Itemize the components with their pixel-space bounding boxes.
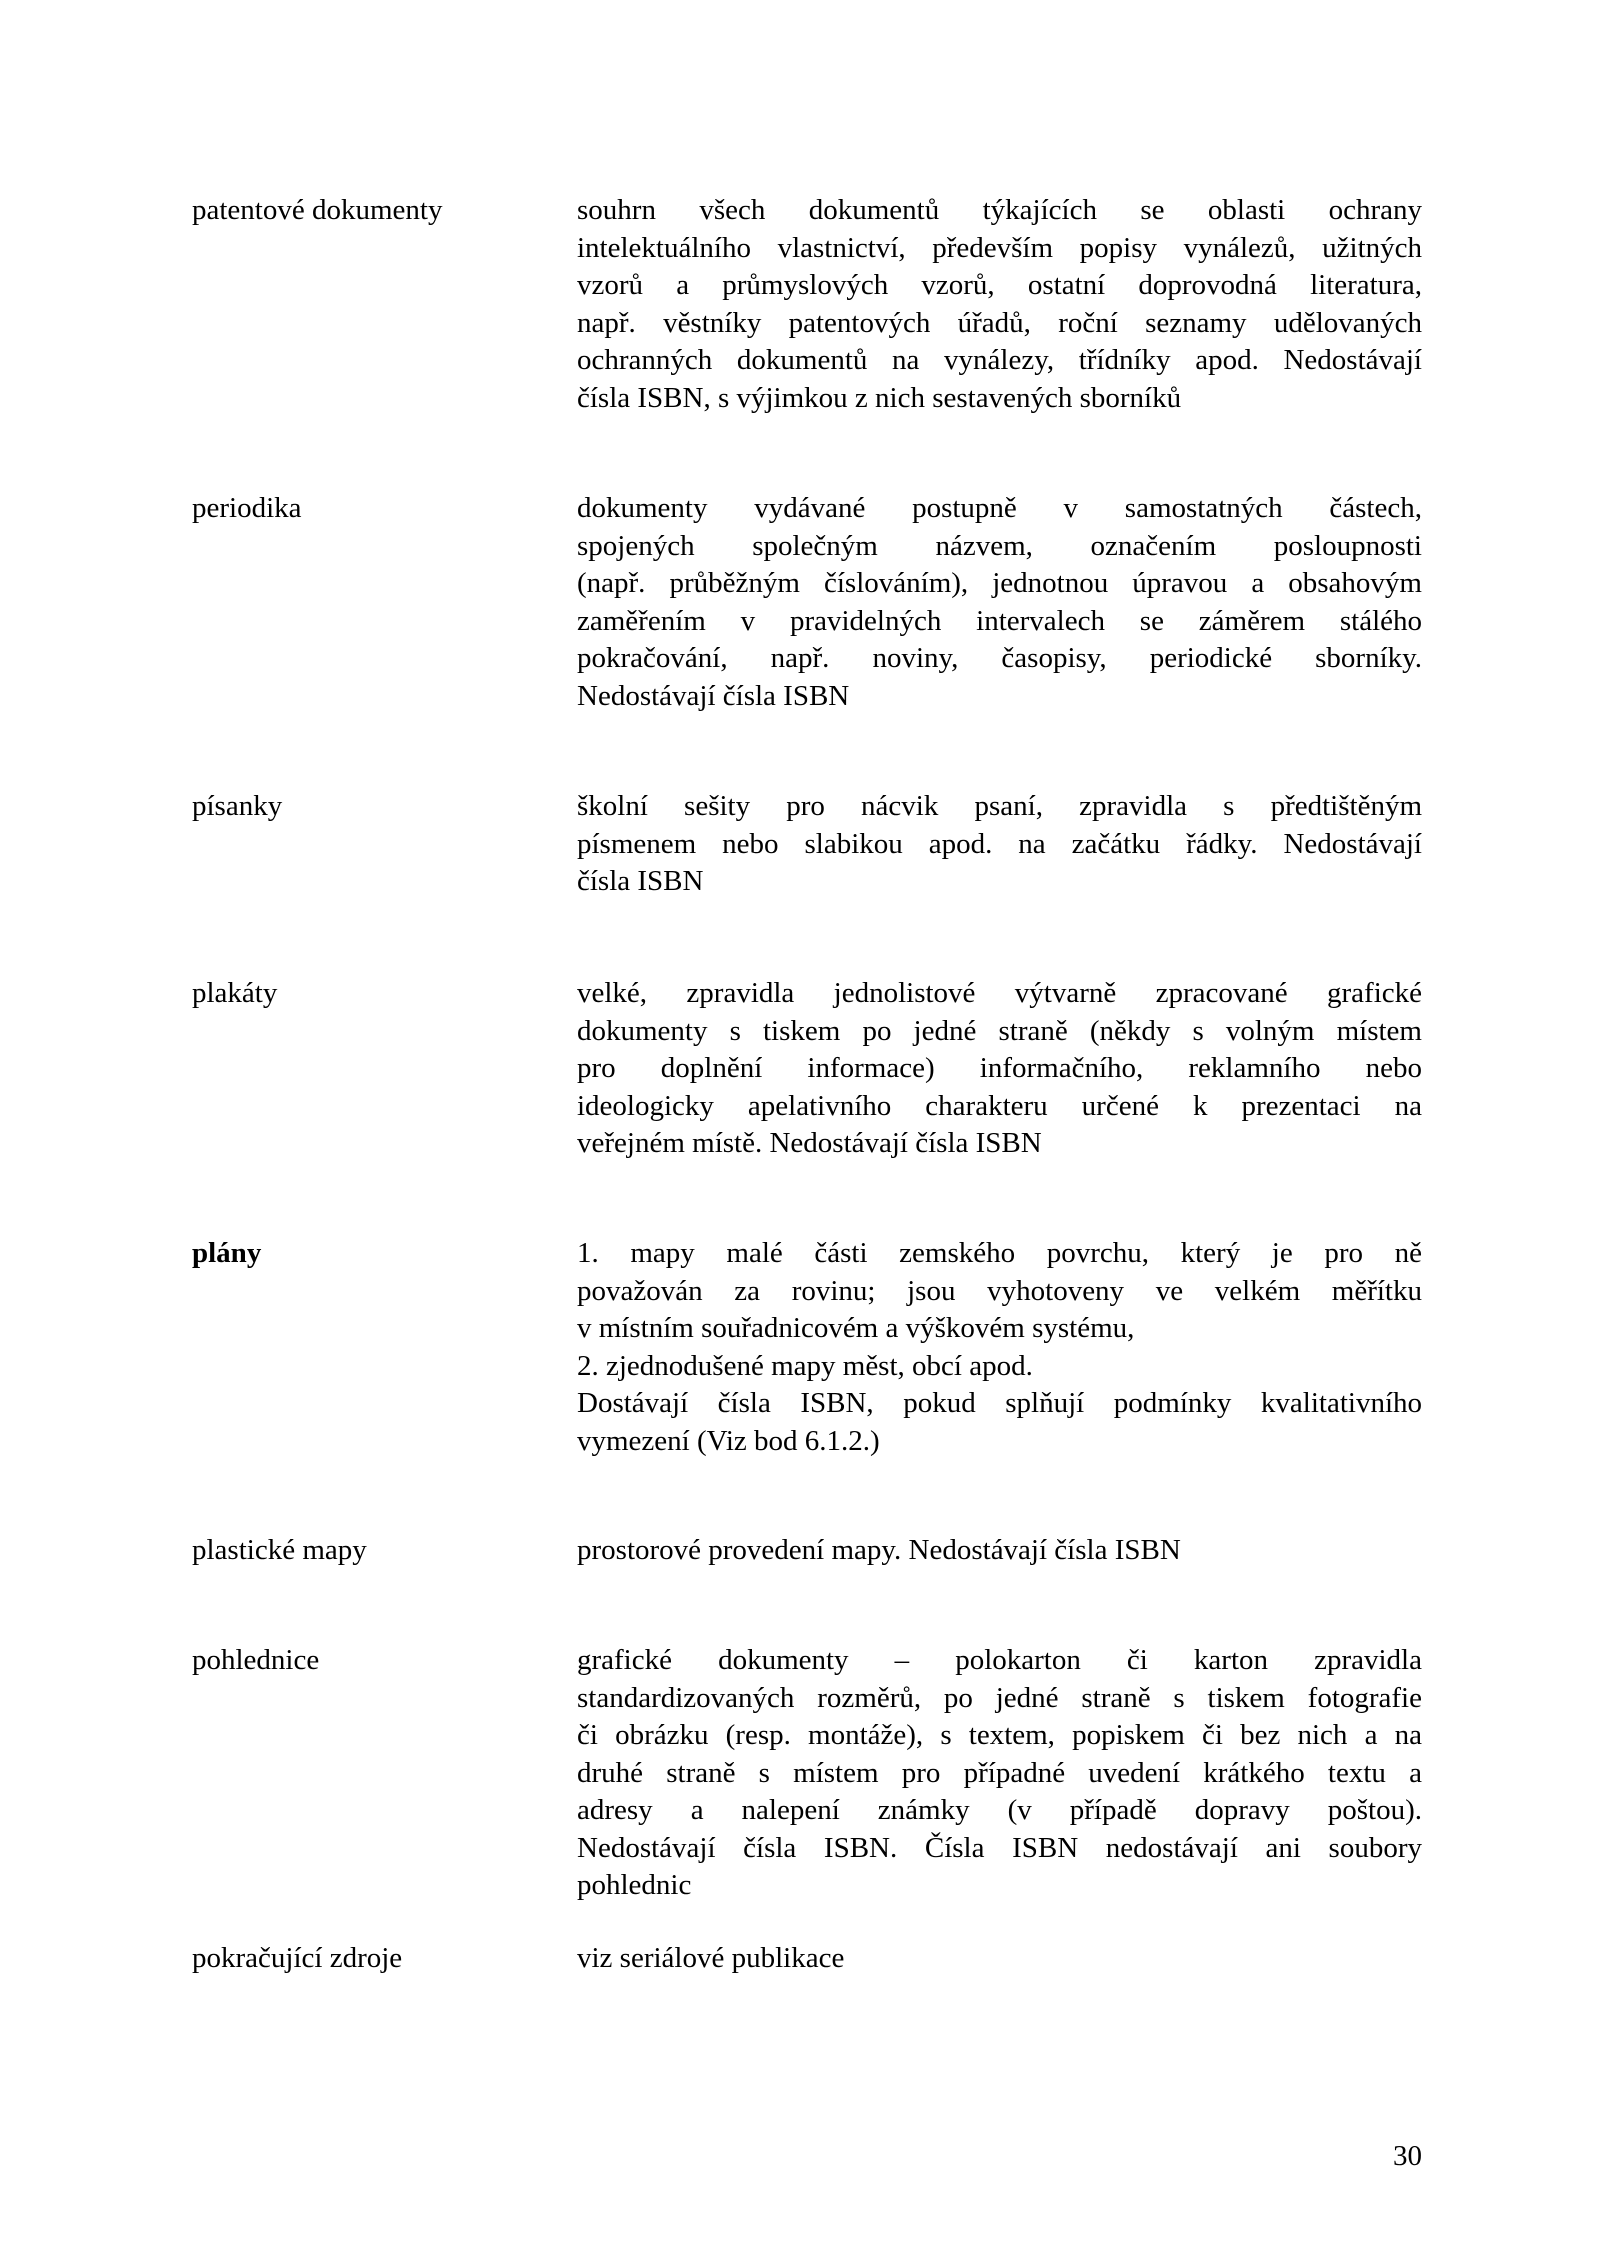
definition-line: školní sešity pro nácvik psaní, zpravidla s předtištěným <box>577 790 1422 822</box>
definition-line: veřejném místě. Nedostávají čísla ISBN <box>577 1127 1042 1159</box>
glossary-term: plány <box>192 1237 262 1269</box>
definition-line: dokumenty s tiskem po jedné straně (někdy s volným místem <box>577 1014 1422 1047</box>
definition-line: intelektuálního vlastnictví, především popisy vynálezů, užitných <box>577 231 1422 264</box>
definition-line: spojených společným názvem, označením posloupnosti <box>577 529 1422 562</box>
glossary-definition <box>577 192 1422 417</box>
glossary-term: periodika <box>192 492 302 524</box>
glossary-definition <box>577 788 1422 901</box>
definition-line: ideologicky apelativního charakteru určené k prezentaci na <box>577 1089 1422 1122</box>
definition-line: velké, zpravidla jednolistové výtvarně zpracované grafické <box>577 977 1422 1009</box>
definition-line: písmenem nebo slabikou apod. na začátku řádky. Nedostávají <box>577 827 1422 860</box>
glossary-term: plakáty <box>192 977 278 1009</box>
definition-line: Nedostávají čísla ISBN <box>577 679 850 712</box>
definition-line: dokumenty vydávané postupně v samostatných částech, <box>577 492 1422 524</box>
definition-line: či obrázku (resp. montáže), s textem, popiskem či bez nich a na <box>577 1719 1422 1751</box>
page-number: 30 <box>1393 2140 1422 2172</box>
definition-line: Nedostávají čísla ISBN. Čísla ISBN nedostávají ani soubory <box>577 1831 1422 1864</box>
glossary-term: plastické mapy <box>192 1534 367 1566</box>
glossary-definition <box>577 1940 1422 1978</box>
glossary-definition <box>577 490 1422 715</box>
definition-line: viz seriálové publikace <box>577 1942 845 1974</box>
glossary-term: písanky <box>192 790 283 822</box>
definition-line: považován za rovinu; jsou vyhotoveny ve velkém měřítku <box>577 1274 1422 1307</box>
glossary-term: pokračující zdroje <box>192 1942 403 1974</box>
definition-line: 1. mapy malé části zemského povrchu, který je pro ně <box>577 1237 1422 1269</box>
definition-line: prostorové provedení mapy. Nedostávají čísla ISBN <box>577 1534 1181 1566</box>
definition-line: pro doplnění informace) informačního, reklamního nebo <box>577 1052 1422 1084</box>
definition-line: ochranných dokumentů na vynálezy, třídníky apod. Nedostávají <box>577 344 1422 376</box>
definition-line: čísla ISBN, s výjimkou z nich sestavených sborníků <box>577 381 1182 414</box>
definition-line: v místním souřadnicovém a výškovém systému, <box>577 1312 1135 1344</box>
glossary-definition <box>577 1532 1422 1570</box>
definition-line: pokračování, např. noviny, časopisy, periodické sborníky. <box>577 642 1422 674</box>
definition-line: pohlednic <box>577 1869 692 1901</box>
glossary-definition <box>577 1642 1422 1905</box>
definition-line: čísla ISBN <box>577 865 704 897</box>
definition-line: standardizovaných rozměrů, po jedné straně s tiskem fotografie <box>577 1681 1422 1714</box>
definition-line: zaměřením v pravidelných intervalech se záměrem stálého <box>577 604 1422 637</box>
glossary-definition <box>577 975 1422 1163</box>
definition-line: např. věstníky patentových úřadů, roční seznamy udělovaných <box>577 306 1422 339</box>
glossary-term: pohlednice <box>192 1644 320 1676</box>
definition-line: druhé straně s místem pro případné uvedení krátkého textu a <box>577 1756 1422 1789</box>
definition-line: grafické dokumenty – polokarton či karton zpravidla <box>577 1644 1422 1676</box>
glossary-definition <box>577 1235 1422 1460</box>
definition-line: 2. zjednodušené mapy měst, obcí apod. <box>577 1349 1033 1382</box>
glossary-term: patentové dokumenty <box>192 194 443 226</box>
definition-line: Dostávají čísla ISBN, pokud splňují podmínky kvalitativního <box>577 1387 1422 1419</box>
definition-line: souhrn všech dokumentů týkajících se oblasti ochrany <box>577 194 1422 226</box>
definition-line: vzorů a průmyslových vzorů, ostatní doprovodná literatura, <box>577 269 1422 301</box>
definition-line: adresy a nalepení známky (v případě dopravy poštou). <box>577 1794 1422 1826</box>
definition-line: vymezení (Viz bod 6.1.2.) <box>577 1424 880 1457</box>
definition-line: (např. průběžným číslováním), jednotnou úpravou a obsahovým <box>577 567 1422 599</box>
